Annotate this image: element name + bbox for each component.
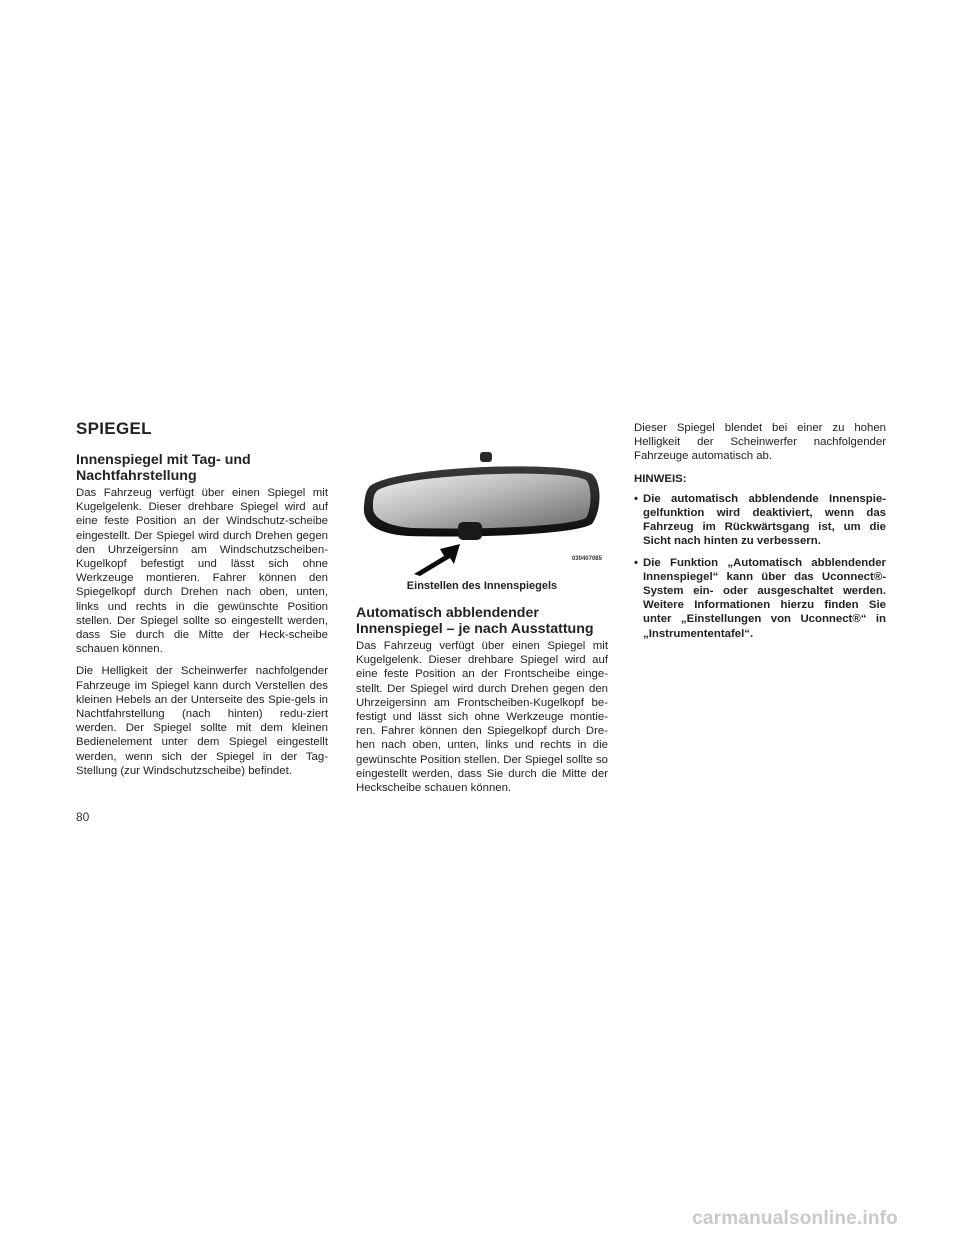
figure-caption: Einstellen des Innenspiegels — [406, 580, 558, 592]
paragraph-auto-mirror-mount: Das Fahrzeug verfügt über einen Spiegel mit Kugelgelenk. Dieser drehbare Spiegel wird auf eine feste Position an der Frontscheibe einge-stellt. Der Spiegel wird durch Drehen gegen den Uhrzeigersinn am Frontscheiben-Kugelkopf be-festigt und lässt sich ohne Werkzeuge montie-ren. Fahrer können den Spiegelkopf durch Dre-hen nach oben, unten, links und rechts in die gewünschte Position stellen. Der Spiegel sollte so eingestellt werden, dass Sie durch die Mitte der Heckscheibe schauen können. — [356, 640, 608, 795]
bullet-icon: • — [634, 492, 638, 505]
list-item — [634, 556, 886, 641]
note-label: HINWEIS: — [634, 472, 687, 485]
rearview-mirror-illustration — [356, 452, 608, 620]
watermark: carmanualsonline.info — [692, 1208, 898, 1229]
column-right — [634, 421, 886, 648]
mirror-figure — [356, 452, 608, 620]
note-list — [634, 492, 886, 641]
heading-auto-dimming-mirror: Automatisch abblendender Innenspiegel – je nach Ausstattung — [356, 605, 594, 637]
section-title: SPIEGEL — [76, 419, 152, 438]
paragraph-night-position: Die Helligkeit der Scheinwerfer nachfolgender Fahrzeuge im Spiegel kann durch Verstellen des kleinen Hebels an der Unterseite des Spie-gels in Nachtfahrstellung (nach hinten) redu-ziert werden. Der Spiegel sollte mit dem kleinen Bedienelement unter dem Spiegel eingestellt werden, wenn sich der Spiegel in der Tag-Stellung (zur Windschutzscheibe) befindet. — [76, 665, 328, 777]
heading-day-night-mirror: Innenspiegel mit Tag- und Nachtfahrstellung — [76, 452, 251, 484]
column-middle — [356, 452, 608, 803]
figure-code: 030407085 — [571, 556, 602, 562]
note-reverse-gear: Die automatisch abblendende Innenspie-gelfunktion wird deaktiviert, wenn das Fahrzeug im Rückwärtsgang ist, um die Sicht nach hinten zu verbessern. — [643, 492, 886, 548]
column-left — [76, 452, 328, 786]
list-item — [634, 492, 886, 549]
paragraph-mirror-mount: Das Fahrzeug verfügt über einen Spiegel mit Kugelgelenk. Dieser drehbare Spiegel wird auf eine feste Position an der Windschutz-scheibe eingestellt. Der Spiegel wird durch Drehen gegen den Uhrzeigersinn am Windschutzscheiben-Kugelkopf befestigt und lässt sich ohne Werkzeuge montieren. Fahrer können den Spiegelkopf durch Drehen nach oben, unten, links und rechts in die gewünschte Position stellen. Der Spiegel sollte so eingestellt werden, dass Sie durch die Mitte der Heck-scheibe schauen können. — [76, 487, 328, 656]
bullet-icon: • — [634, 556, 638, 569]
dimming-lever-icon — [458, 522, 482, 540]
arrow-pointer-icon — [414, 544, 460, 576]
paragraph-auto-dimming: Dieser Spiegel blendet bei einer zu hohen Helligkeit der Scheinwerfer nachfolgender Fahrzeuge automatisch ab. — [634, 422, 886, 463]
mount-stem-icon — [480, 452, 492, 462]
note-uconnect: Die Funktion „Automatisch abblendender Innenspiegel“ kann über das Uconnect®-System ein- oder ausgeschaltet werden. Weitere Informationen hierzu finden Sie unter „Einstellungen von Uconnect®“ in „Instrumententafel“. — [643, 556, 886, 640]
page-number: 80 — [76, 810, 90, 824]
